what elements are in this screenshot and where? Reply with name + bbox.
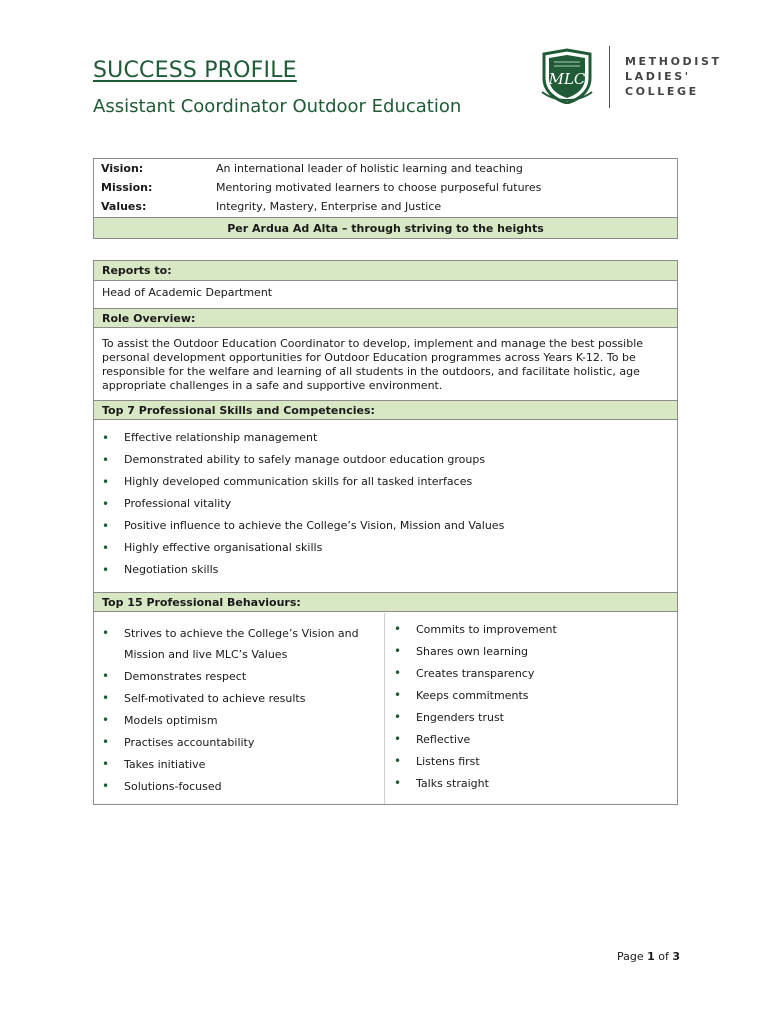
column-divider	[384, 613, 385, 804]
list-item: • Demonstrates respect	[102, 666, 378, 687]
list-item: • Creates transparency	[394, 663, 664, 684]
mission-label: Mission:	[101, 181, 153, 194]
vision-table	[93, 159, 678, 216]
page-subtitle: Assistant Coordinator Outdoor Education	[93, 96, 462, 117]
behaviours-list-right	[394, 619, 664, 795]
college-logo	[540, 46, 730, 108]
mission-row	[93, 178, 678, 197]
vision-value: An international leader of holistic learning and teaching	[216, 162, 523, 175]
list-item: • Practises accountability	[102, 732, 378, 753]
list-item: • Self-motivated to achieve results	[102, 688, 378, 709]
list-item: • Effective relationship management	[102, 431, 662, 453]
page-title: SUCCESS PROFILE	[93, 58, 297, 83]
list-item: • Demonstrated ability to safely manage outdoor education groups	[102, 453, 662, 475]
list-item: • Negotiation skills	[102, 563, 662, 585]
page-word: Page	[617, 950, 644, 963]
values-label: Values:	[101, 200, 147, 213]
list-item: • Highly developed communication skills for all tasked interfaces	[102, 475, 662, 497]
vision-label: Vision:	[101, 162, 144, 175]
list-item: • Professional vitality	[102, 497, 662, 519]
logo-line-1: METHODIST	[625, 55, 722, 68]
list-item: • Highly effective organisational skills	[102, 541, 662, 563]
list-item: • Takes initiative	[102, 754, 378, 775]
values-row	[93, 197, 678, 216]
skills-header: Top 7 Professional Skills and Competencies:	[94, 400, 677, 420]
list-item: • Keeps commitments	[394, 685, 664, 706]
vision-row	[93, 159, 678, 178]
list-item: • Positive influence to achieve the College’s Vision, Mission and Values	[102, 519, 662, 541]
logo-divider	[609, 46, 610, 108]
of-word: of	[658, 950, 669, 963]
crest-icon	[540, 48, 594, 104]
page-number	[617, 950, 680, 963]
role-overview-header: Role Overview:	[94, 308, 677, 328]
behaviours-header: Top 15 Professional Behaviours:	[94, 592, 677, 612]
motto-banner: Per Ardua Ad Alta – through striving to the heights	[93, 217, 678, 239]
logo-line-3: COLLEGE	[625, 85, 699, 98]
logo-text	[625, 54, 722, 99]
list-item: • Engenders trust	[394, 707, 664, 728]
logo-line-2: LADIES'	[625, 70, 691, 83]
list-item: • Solutions-focused	[102, 776, 378, 797]
list-item: • Commits to improvement	[394, 619, 664, 640]
list-item: • Shares own learning	[394, 641, 664, 662]
list-item: • Reflective	[394, 729, 664, 750]
profile-table	[93, 260, 678, 805]
page-total: 3	[672, 950, 681, 963]
reports-to-value: Head of Academic Department	[102, 286, 273, 299]
list-item: • Listens first	[394, 751, 664, 772]
list-item: • Strives to achieve the College’s Vision and Mission and live MLC’s Values	[102, 623, 378, 665]
role-overview-text: To assist the Outdoor Education Coordinator to develop, implement and manage the best possible personal development opportunities for Outdoor Education programmes across Years K-12. To be responsible for the welfare and learning of all students in the outdoors, and facilitate holistic, age appropriate challenges in a safe and supportive environment.	[102, 337, 644, 392]
skills-list	[102, 431, 662, 585]
mission-value: Mentoring motivated learners to choose purposeful futures	[216, 181, 542, 194]
list-item: • Talks straight	[394, 773, 664, 794]
page-current: 1	[647, 950, 655, 963]
list-item: • Models optimism	[102, 710, 378, 731]
crest-letters: MLC	[548, 70, 586, 88]
values-value: Integrity, Mastery, Enterprise and Justice	[216, 200, 442, 213]
reports-to-header: Reports to:	[94, 261, 677, 281]
behaviours-list-left	[102, 623, 378, 798]
